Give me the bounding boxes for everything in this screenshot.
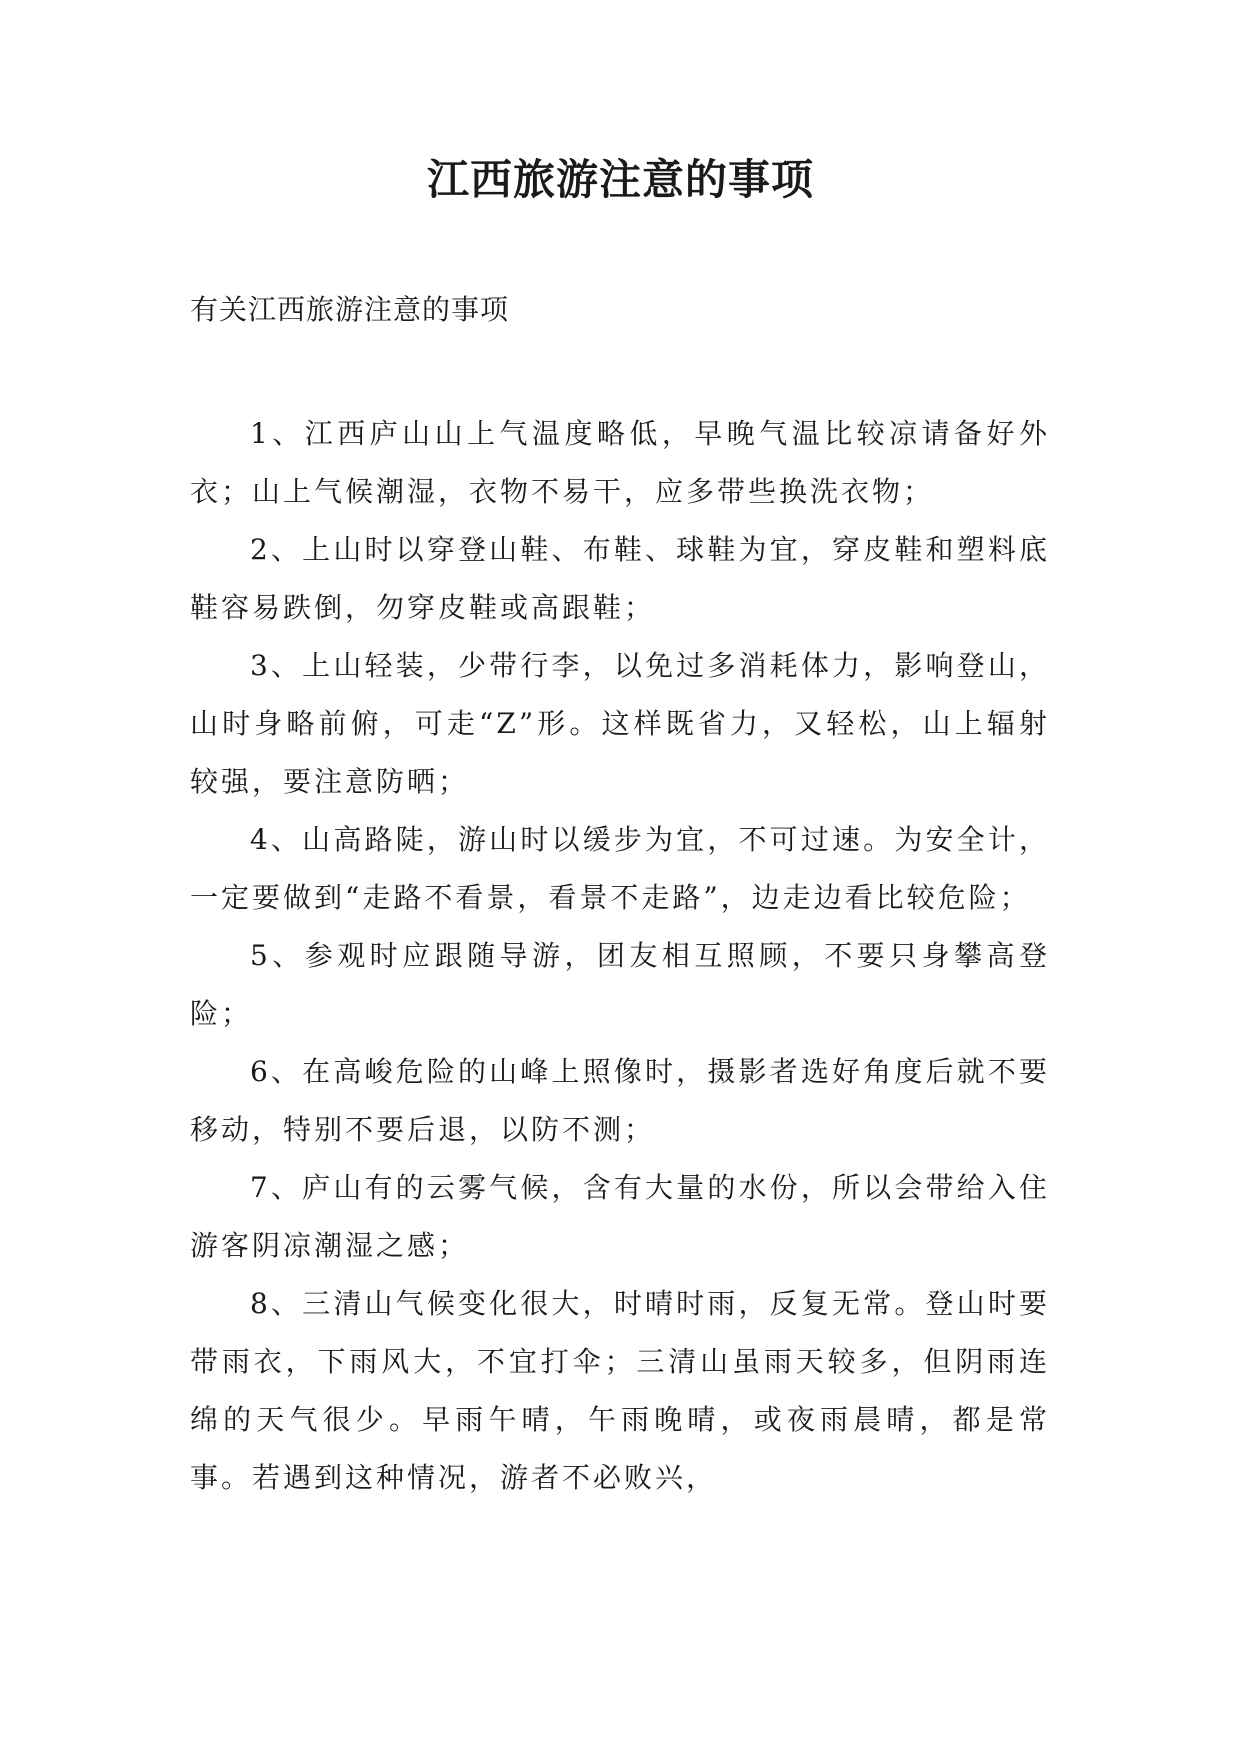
document-body (190, 405, 1050, 1507)
paragraph-1: 1、江西庐山山上气温度略低，早晚气温比较凉请备好外衣；山上气候潮湿，衣物不易干，应多带些换洗衣物； (190, 417, 1050, 508)
paragraph-4: 4、山高路陡，游山时以缓步为宜，不可过速。为安全计，一定要做到“走路不看景，看景不走路”，边走边看比较危险； (190, 823, 1050, 914)
paragraph-2: 2、上山时以穿登山鞋、布鞋、球鞋为宜，穿皮鞋和塑料底鞋容易跌倒，勿穿皮鞋或高跟鞋； (190, 533, 1050, 624)
paragraph-8: 8、三清山气候变化很大，时晴时雨，反复无常。登山时要带雨衣，下雨风大，不宜打伞；三清山虽雨天较多，但阴雨连绵的天气很少。早雨午晴，午雨晚晴，或夜雨晨晴，都是常事。若遇到这种情况，游者不必败兴， (190, 1287, 1050, 1494)
document-title: 江西旅游注意的事项 (426, 155, 814, 204)
paragraph-3: 3、上山轻装，少带行李，以免过多消耗体力，影响登山，山时身略前俯，可走“Z”形。这样既省力，又轻松，山上辐射较强，要注意防晒； (190, 649, 1050, 798)
paragraph-6: 6、在高峻危险的山峰上照像时，摄影者选好角度后就不要移动，特别不要后退，以防不测； (190, 1055, 1050, 1146)
paragraph-7: 7、庐山有的云雾气候，含有大量的水份，所以会带给入住游客阴凉潮湿之感； (190, 1171, 1050, 1262)
paragraph-5: 5、参观时应跟随导游，团友相互照顾，不要只身攀高登险； (190, 939, 1050, 1030)
document-subtitle: 有关江西旅游注意的事项 (190, 293, 510, 326)
